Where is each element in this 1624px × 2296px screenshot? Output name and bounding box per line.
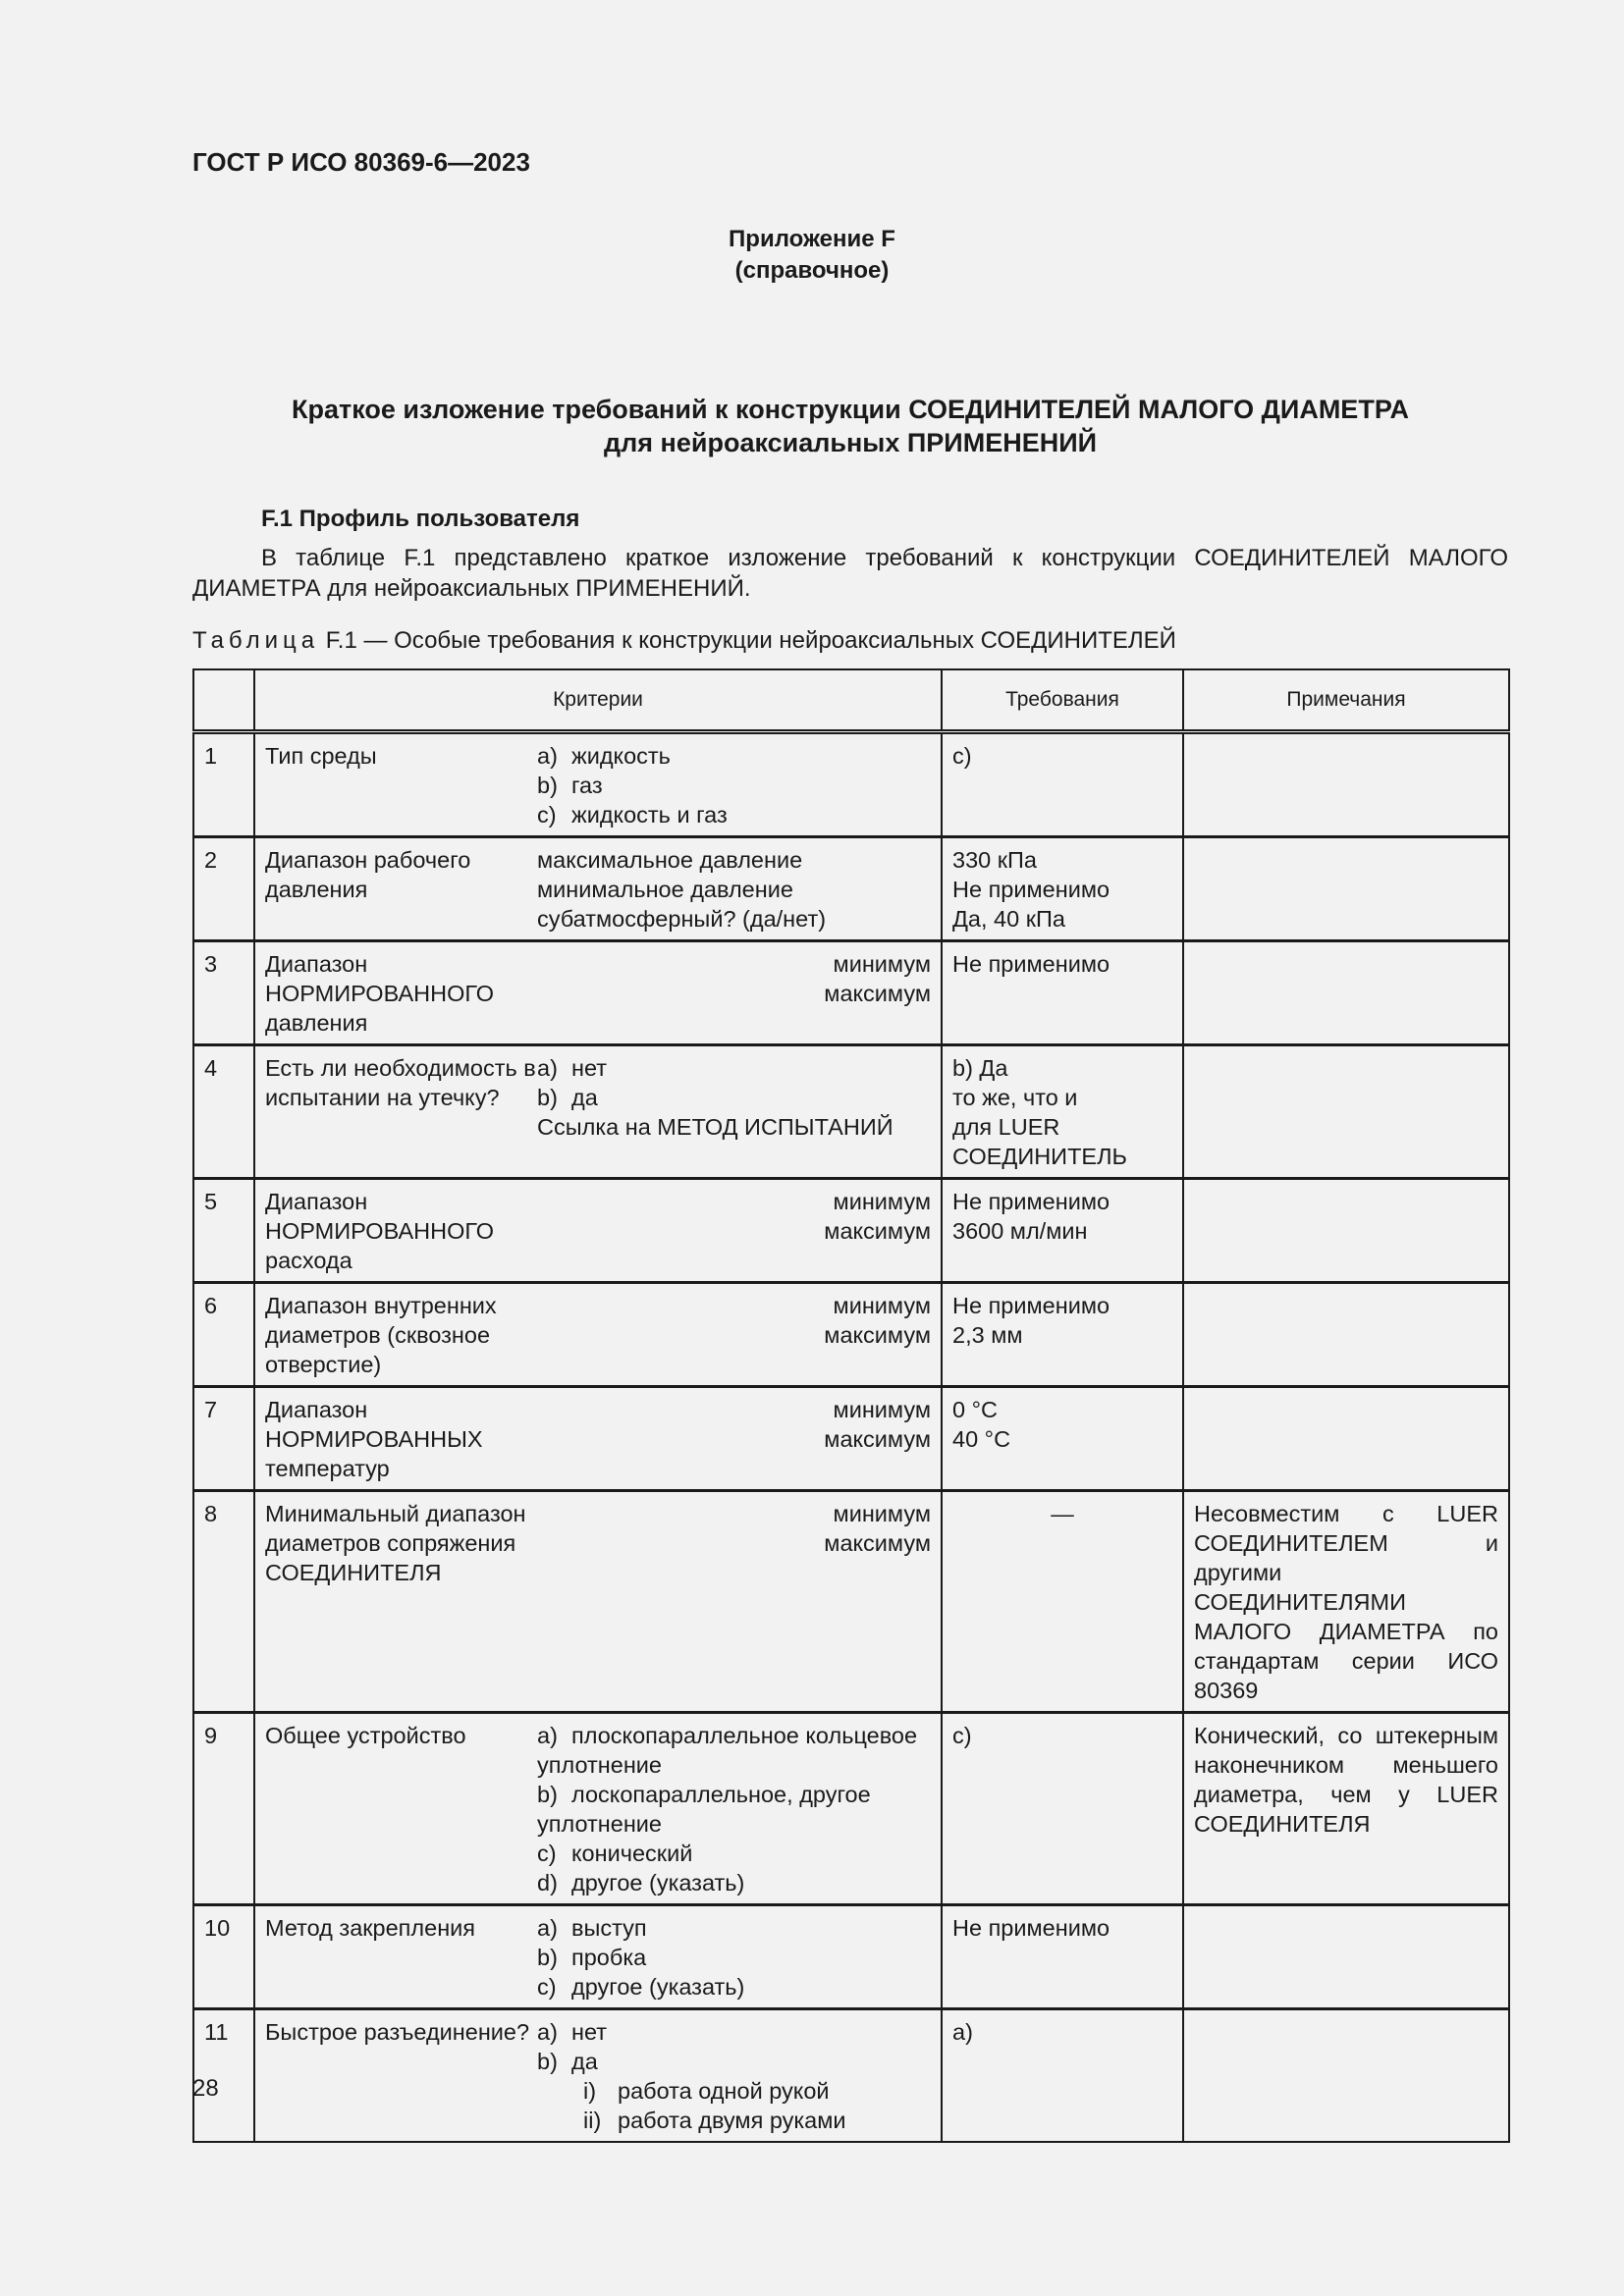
appendix-title: Приложение F: [729, 226, 895, 252]
notes-cell: [1183, 1905, 1509, 2009]
section-heading: F.1 Профиль пользователя: [261, 506, 580, 532]
requirement-line: Не применимо: [952, 1293, 1110, 1318]
table-row: [193, 837, 1509, 941]
row-number: 6: [193, 1283, 254, 1387]
criteria-option: [537, 1291, 931, 1320]
notes-cell: [1183, 732, 1509, 837]
criteria-options: [537, 1721, 931, 1897]
option-label: a): [537, 1723, 558, 1748]
table-row: [193, 1179, 1509, 1283]
option-label: a): [537, 743, 558, 769]
table-row: [193, 1283, 1509, 1387]
option-text: плоскопараллельное кольцевое уплотнение: [537, 1723, 918, 1778]
option-text: работа одной рукой: [618, 2078, 830, 2104]
criteria-option: [537, 1187, 931, 1216]
header-number: [193, 669, 254, 732]
notes-cell: [1183, 2009, 1509, 2143]
option-label: a): [537, 1915, 558, 1941]
criteria-option: [537, 904, 931, 934]
criteria-option: [537, 1780, 931, 1839]
criteria-options: [537, 845, 931, 934]
option-label: a): [537, 2019, 558, 2045]
criteria-cell: [254, 1713, 942, 1905]
option-text: минимум: [833, 951, 931, 977]
criteria-option: [537, 1943, 931, 1972]
notes-cell: [1183, 1387, 1509, 1491]
row-number: 4: [193, 1045, 254, 1179]
criteria-options: [537, 1291, 931, 1379]
appendix-heading: [0, 224, 1624, 287]
criteria-name: Быстрое разъединение?: [265, 2019, 530, 2045]
requirements-cell: [942, 1283, 1183, 1387]
requirements-cell: [942, 1491, 1183, 1713]
option-text: максимум: [824, 1530, 931, 1556]
option-label: c): [537, 1841, 557, 1866]
criteria-option: [537, 2106, 931, 2135]
option-text: максимум: [824, 981, 931, 1006]
requirement-line: —: [1051, 1501, 1074, 1526]
criteria-name: Минимальный диапазон диаметров сопряжения СОЕДИНИТЕЛЯ: [265, 1501, 526, 1585]
criteria-option: [537, 1528, 931, 1558]
table-row: [193, 1491, 1509, 1713]
requirement-line: Не применимо: [952, 877, 1110, 902]
option-text: газ: [571, 773, 603, 798]
requirements-cell: [942, 1045, 1183, 1179]
row-number: 7: [193, 1387, 254, 1491]
criteria-option: [537, 1424, 931, 1454]
requirement-line: 40 °C: [952, 1426, 1011, 1452]
requirement-line: Не применимо: [952, 1189, 1110, 1214]
criteria-cell: [254, 1283, 942, 1387]
notes-cell: [1183, 1179, 1509, 1283]
table-caption-text: F.1 — Особые требования к конструкции нейроаксиальных СОЕДИНИТЕЛЕЙ: [325, 627, 1176, 654]
requirements-cell: [942, 1387, 1183, 1491]
option-label: i): [583, 2078, 597, 2104]
criteria-option: [537, 1721, 931, 1780]
option-text: лоскопараллельное, другое уплотнение: [537, 1782, 871, 1837]
table-row: [193, 1387, 1509, 1491]
criteria-option: [537, 2017, 931, 2047]
table-row: [193, 941, 1509, 1045]
criteria-options: [537, 1187, 931, 1275]
option-text: минимум: [833, 1501, 931, 1526]
row-number: 3: [193, 941, 254, 1045]
table-row: [193, 1713, 1509, 1905]
requirements-cell: [942, 837, 1183, 941]
criteria-options: [537, 1913, 931, 2002]
table-row: [193, 1905, 1509, 2009]
criteria-options: [537, 1499, 931, 1587]
criteria-name: Тип среды: [265, 743, 377, 769]
row-number: 9: [193, 1713, 254, 1905]
criteria-options: [537, 1395, 931, 1483]
criteria-name: Диапазон рабочего давления: [265, 847, 471, 902]
notes-cell: [1183, 1045, 1509, 1179]
notes-cell: [1183, 941, 1509, 1045]
table-row: [193, 732, 1509, 837]
option-text: минимальное давление: [537, 877, 793, 902]
criteria-option: [537, 1053, 931, 1083]
requirement-line: b) Да: [952, 1055, 1008, 1081]
criteria-name: Диапазон НОРМИРОВАННЫХ температур: [265, 1397, 483, 1481]
criteria-option: [537, 949, 931, 979]
option-text: другое (указать): [571, 1974, 745, 2000]
criteria-option: [537, 875, 931, 904]
notes-cell: [1183, 1283, 1509, 1387]
option-text: жидкость и газ: [571, 802, 728, 828]
criteria-option: [537, 2076, 931, 2106]
criteria-cell: [254, 941, 942, 1045]
requirement-line: для LUER: [952, 1114, 1060, 1140]
table-caption-lead: Таблица: [192, 627, 320, 654]
requirements-cell: [942, 1713, 1183, 1905]
criteria-option: [537, 1839, 931, 1868]
criteria-name: Общее устройство: [265, 1723, 466, 1748]
option-text: пробка: [571, 1945, 647, 1970]
option-text: минимум: [833, 1189, 931, 1214]
option-label: b): [537, 2049, 558, 2074]
option-label: b): [537, 1782, 558, 1807]
requirement-line: 3600 мл/мин: [952, 1218, 1088, 1244]
requirements-cell: [942, 2009, 1183, 2143]
criteria-option: [537, 1216, 931, 1246]
requirements-cell: [942, 1905, 1183, 2009]
main-title: [192, 393, 1508, 459]
criteria-cell: [254, 2009, 942, 2143]
requirement-line: c): [952, 743, 972, 769]
criteria-cell: [254, 837, 942, 941]
criteria-name: Диапазон НОРМИРОВАННОГО давления: [265, 951, 495, 1036]
criteria-name: Метод закрепления: [265, 1915, 476, 1941]
requirement-line: СОЕДИНИТЕЛЬ: [952, 1144, 1127, 1169]
option-label: b): [537, 773, 558, 798]
option-text: Ссылка на МЕТОД ИСПЫТАНИЙ: [537, 1114, 893, 1140]
option-label: a): [537, 1055, 558, 1081]
row-number: 2: [193, 837, 254, 941]
option-text: минимум: [833, 1397, 931, 1422]
option-text: максимум: [824, 1426, 931, 1452]
row-number: 5: [193, 1179, 254, 1283]
option-label: b): [537, 1945, 558, 1970]
requirements-cell: [942, 1179, 1183, 1283]
option-text: работа двумя руками: [618, 2108, 846, 2133]
row-number: 10: [193, 1905, 254, 2009]
option-text: максимум: [824, 1322, 931, 1348]
option-text: субатмосферный? (да/нет): [537, 906, 827, 932]
row-number: 1: [193, 732, 254, 837]
option-label: c): [537, 1974, 557, 2000]
criteria-option: [537, 1395, 931, 1424]
criteria-cell: [254, 1045, 942, 1179]
main-title-line-1: Краткое изложение требований к конструкции СОЕДИНИТЕЛЕЙ МАЛОГО ДИАМЕТРА: [292, 395, 1409, 424]
option-label: ii): [583, 2108, 602, 2133]
option-label: d): [537, 1870, 558, 1896]
option-text: нет: [571, 2019, 608, 2045]
criteria-option: [537, 845, 931, 875]
criteria-option: [537, 1972, 931, 2002]
criteria-option: [537, 741, 931, 771]
criteria-options: [537, 949, 931, 1038]
criteria-cell: [254, 1387, 942, 1491]
option-label: b): [537, 1085, 558, 1110]
section-paragraph: [192, 543, 1508, 604]
row-number: 8: [193, 1491, 254, 1713]
criteria-cell: [254, 1905, 942, 2009]
requirement-line: 330 кПа: [952, 847, 1037, 873]
notes-cell: Конический, со штекерным наконечником меньшего диаметра, чем у LUER СОЕДИНИТЕЛЯ: [1183, 1713, 1509, 1905]
criteria-option: [537, 1499, 931, 1528]
criteria-name: Есть ли необходимость в испытании на утечку?: [265, 1055, 536, 1110]
requirement-line: 0 °C: [952, 1397, 998, 1422]
criteria-name: Диапазон внутренних диаметров (сквозное отверстие): [265, 1293, 497, 1377]
table-row: [193, 1045, 1509, 1179]
criteria-options: [537, 2017, 931, 2135]
criteria-cell: [254, 1179, 942, 1283]
row-number: 11: [193, 2009, 254, 2143]
criteria-option: [537, 1913, 931, 1943]
appendix-type: (справочное): [734, 257, 890, 284]
criteria-option: [537, 1868, 931, 1897]
criteria-option: [537, 2047, 931, 2076]
criteria-cell: [254, 732, 942, 837]
criteria-option: [537, 800, 931, 829]
option-text: нет: [571, 1055, 608, 1081]
document-code: ГОСТ Р ИСО 80369-6—2023: [192, 147, 530, 177]
table-row: [193, 2009, 1509, 2143]
requirement-line: c): [952, 1723, 972, 1748]
criteria-option: [537, 1112, 931, 1142]
option-text: да: [571, 1085, 598, 1110]
table-body: [193, 732, 1509, 2143]
notes-cell: [1183, 837, 1509, 941]
requirement-line: Не применимо: [952, 1915, 1110, 1941]
table-caption: [192, 627, 1176, 655]
table-header-row: [193, 669, 1509, 732]
requirements-cell: [942, 732, 1183, 837]
header-criteria: Критерии: [254, 669, 942, 732]
page-number: 28: [192, 2075, 219, 2102]
option-text: минимум: [833, 1293, 931, 1318]
option-text: максимальное давление: [537, 847, 803, 873]
criteria-options: [537, 741, 931, 829]
option-text: максимум: [824, 1218, 931, 1244]
criteria-option: [537, 1320, 931, 1350]
requirements-cell: [942, 941, 1183, 1045]
criteria-option: [537, 1083, 931, 1112]
requirement-line: Не применимо: [952, 951, 1110, 977]
section-paragraph-text: В таблице F.1 представлено краткое изложение требований к конструкции СОЕДИНИТЕЛЕЙ МАЛОГО ДИАМЕТРА для нейроаксиальных ПРИМЕНЕНИЙ.: [192, 545, 1508, 602]
option-text: да: [571, 2049, 598, 2074]
criteria-cell: [254, 1491, 942, 1713]
header-notes: Примечания: [1183, 669, 1509, 732]
requirements-table: [192, 668, 1510, 2143]
criteria-name: Диапазон НОРМИРОВАННОГО расхода: [265, 1189, 495, 1273]
criteria-option: [537, 771, 931, 800]
header-requirements: Требования: [942, 669, 1183, 732]
notes-cell: Несовместим с LUER СОЕДИНИТЕЛЕМ и другими СОЕДИНИТЕЛЯМИ МАЛОГО ДИАМЕТРА по стандартам серии ИСО 80369: [1183, 1491, 1509, 1713]
requirement-line: a): [952, 2019, 973, 2045]
requirement-line: то же, что и: [952, 1085, 1078, 1110]
option-text: конический: [571, 1841, 693, 1866]
criteria-options: [537, 1053, 931, 1142]
option-label: c): [537, 802, 557, 828]
requirement-line: Да, 40 кПа: [952, 906, 1065, 932]
requirement-line: 2,3 мм: [952, 1322, 1023, 1348]
option-text: другое (указать): [571, 1870, 745, 1896]
option-text: выступ: [571, 1915, 647, 1941]
criteria-option: [537, 979, 931, 1008]
main-title-line-2: для нейроаксиальных ПРИМЕНЕНИЙ: [603, 428, 1098, 457]
option-text: жидкость: [571, 743, 671, 769]
